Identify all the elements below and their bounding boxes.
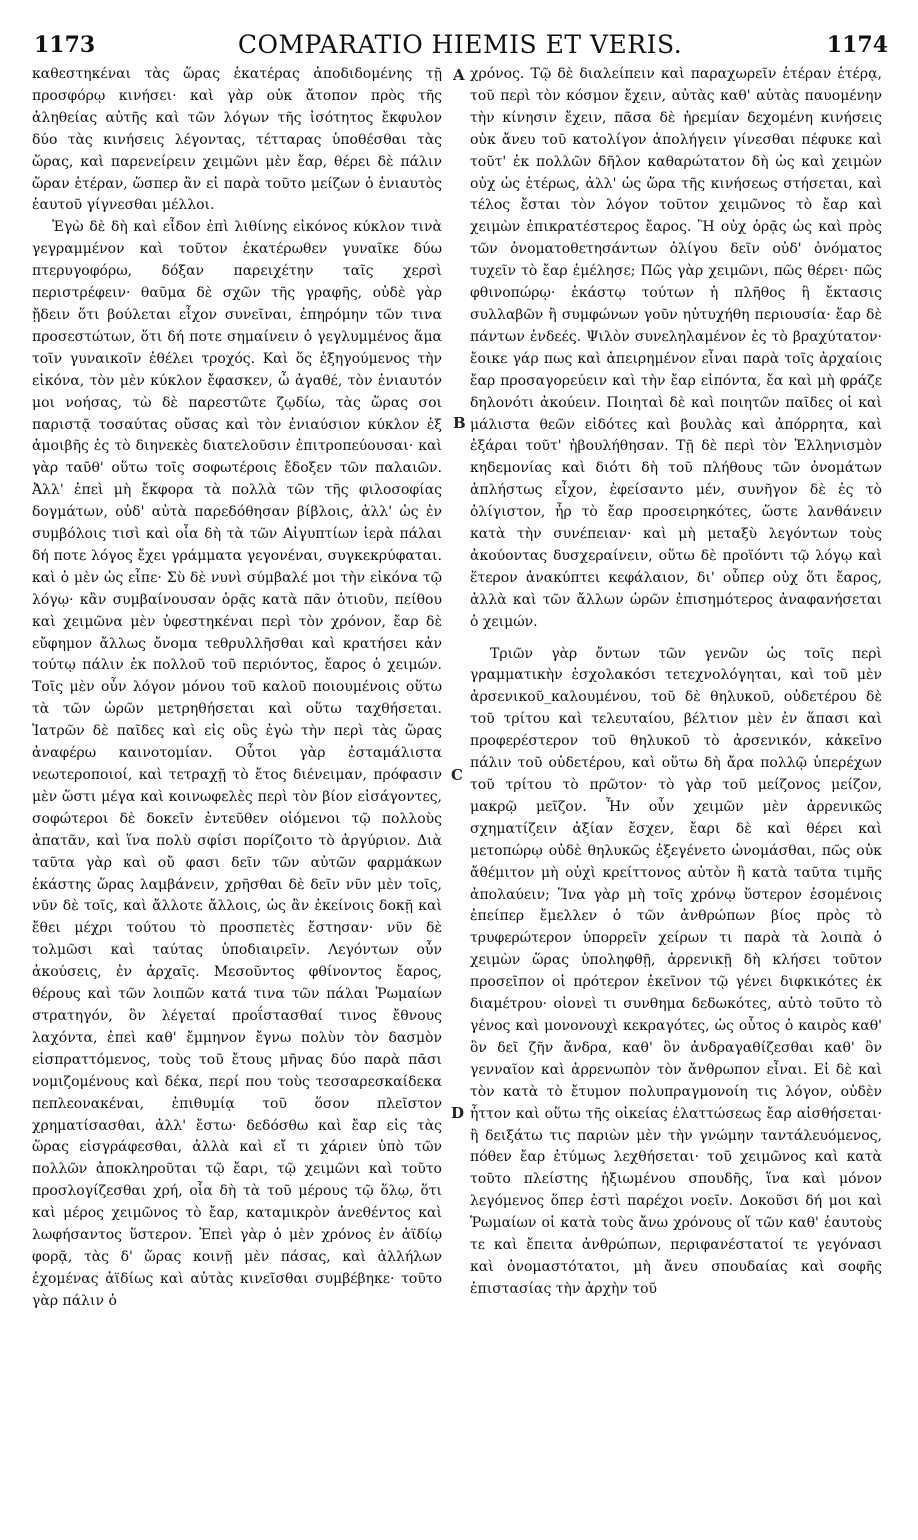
margin-marker-a: A [453, 66, 465, 84]
left-column [32, 64, 442, 1484]
running-title: COMPARATIO HIEMIS ET VERIS. [237, 30, 683, 59]
right-paragraph-2: Τριῶν γὰρ ὄντων τῶν γενῶν ὡς τοῖς περὶ γραμματικὴν ἐσχολακόσι τετεχνολόγηται, καὶ τοῦ μὲν ἀρσενικοῦ_καλουμένου, τοῦ δὲ θηλυκοῦ, οὐδετέρου δὲ τοῦ τρίτου καὶ τελευταίου, βέλτιον μὲν ἐν ἅπασι καὶ προφερέστερον τοῦ θηλυκοῦ τὸ ἀρσενικόν, κἀκεῖνο πάλιν τοῦ οὐδετέρου, καὶ οὕτω δὴ ἄρα πολλῷ ὑπερέχων τοῦ τρίτου τὸ πρῶτον· τὸ γὰρ τοῦ μείζονος μείζον, μακρῷ μεῖζον. Ἦν οὖν χειμῶν μὲν ἀρρενικῶς σχηματίζειν ἀξίαν ἔσχεν, ἔαρι δὲ καὶ θέρει καὶ μετοπώρῳ οὐδὲ θηλυκῶς ἐξεγένετο ὠνομάσθαι, πῶς οὐκ ἄθέμιτον μὴ οὐχὶ κρείττονος αὐτὸν ἢ κατὰ ταῦτα τιμῆς ἀπολαύειν; Ἵνα γὰρ μὴ τοῖς χρόνῳ ὕστερον ἐσομένοις ἐπείπερ ἔμελλεν ὁ τῶν ἀνθρώπων βίος πρὸς τὸ τρυφερώτερον ὑπορρεῖν χείρων τι παρὰ τὰ λοιπὰ ὁ χειμὼν ὥρας ὑποληφθῇ, ἀρρενικῇ δὴ κλήσει τοῦτον προσεῖπον οἱ πρότερον ἐκεῖνον τῷ γένει διφκικότες ἐκ διαμέτρου· οἱονεὶ τι συνθημα δεδωκότες, αὐτὸ τοῦτο τὸ γένος καὶ μονονουχὶ κεκραγότες, ὡς οὗτος ὁ καιρὸς καθ' ὃν δεῖ ζῆν ἄνδρα, καθ' ὃν ἀνδραγαθίζεσθαι καθ' ὃν γενναῖον καὶ ἀρρενωπὸν τὸν ἄνθρωπον εἶναι. Εἰ δὲ καὶ τὸν κατὰ τὸ ἔτυμον πολυπραγμονοίη τις λόγον, οὐδὲν ἧττον καὶ οὕτω τῆς οἰκείας ἐλαττώσεως ἔαρ αἰσθήσεται· ἢ δειξάτω τις παριὼν μὲν τὴν γνώμην ταντάλευόμενος, πόθεν ἔαρ ἐτύμως λεχθήσεται· τοῦ χειμῶνος καὶ κατὰ τοῦτο πλείστης ἠξιωμένου σπουδῆς, ἵνα καὶ μόνον λεγόμενος ὅπερ ἐστὶ παρέχοι νοεῖν. Δοκοῦσι δή μοι καὶ Ῥωμαίων οἱ κατὰ τοὺς ἄνω χρόνους οἵ τῶν καθ' ἑαυτοὺς τε καὶ ἔπειτα ἀνθρώπων, περιφανέστατοί τε γεγόνασι καὶ ὀνομαστότατοι, μὴ ἄνευ σπουδαίας καὶ σοφῆς ἐπιστασίας τὴν ἀρχὴν τοῦ [470, 645, 882, 1297]
margin-marker-b: B [453, 414, 466, 432]
margin-marker-d: D [451, 1104, 465, 1122]
left-paragraph-2: Ἐγὼ δὲ δὴ καὶ εἶδον ἐπὶ λιθίνης εἰκόνος κύκλον τινὰ γεγραμμένον καὶ τοῦτον ἑκατέρωθεν γυναῖκε δύω πτερυγοφόρω, δόξαν παρειχέτην ταῖς χερσὶ περιστρέφειν· θαῦμα δὲ σχῶν τῆς γραφῆς, οὐδὲ γὰρ ᾔδειν ὅτι βούλεται εἶχον συνεῖναι, ἐπηρόμην τῶν τινα προσεστώτων, ὅτι δή ποτε σημαίνειν ὁ γεγλυμμένος ἅμα τοῖν γυναικοῖν ἐθέλει τροχός. Καὶ ὅς ἐξηγούμενος τὴν εἰκόνα, τὸν μὲν κύκλον ἔφασκεν, ὦ ἀγαθέ, τὸν ἐνιαυτόν μοι νοήσας, τὼ δὲ παρεστῶτε ζῳδίω, τὰς ὥρας σοι παριστᾷ τοσαύτας οὔσας καὶ τὸν ἐνιαύσιον κύκλον ἐξ ἀμοιβῆς ἐς τὸ διηνεκὲς διατελοῦσιν ἐπιτροπεύουσαι· καὶ γὰρ ταῦθ' οὕτω τοῖς σοφωτέροις ἔδοξεν τῶν παλαιῶν. Ἀλλ' ἐπεὶ μὴ ἔκφορα τὰ πολλὰ τῶν τῆς φιλοσοφίας δογμάτων, οὐδ' αὐτὰ παρεδόθησαν βίβλοις, ἀλλ' ὡς ἐν συμβόλοις τισὶ καὶ οἷα δὴ τὰ τῶν Αἰγυπτίων ἱερὰ πάλαι δή ποτε λόγος ἔχει γράμματα γεγονέναι, συγκεκρύφαται. καὶ ὁ μὲν ὡς εἶπε· Σὺ δὲ νυνὶ σύμβαλέ μοι τὴν εἰκόνα τῷ λόγῳ· κἂν συμβαίνουσαν ὁρᾷς κατὰ πᾶν ὁτιοῦν, πείθου καὶ χειμῶνα μὲν ὑφεστηκέναι περὶ τὸν χρόνον, ἔαρ δὲ εὔφημον ἄλλως ὄνομα τεθρυλλῆσθαι καὶ κρατήσει κἀν τούτῳ πάλιν ἐκ πολλοῦ τοῦ περιόντος, ἔαρος ὁ χειμών. Τοῖς μὲν οὖν λόγον μόνου τοῦ καλοῦ ποιουμένοις οὕτω τὰ τῶν ὡρῶν μετρηθήσεται καὶ οὕτω ταχθήσεται. Ἰατρῶν δὲ παῖδες καὶ εἰς οὓς ἐγὼ τὴν περὶ τὰς ὥρας ἀναφέρω καινοτομίαν. Οὗτοι γὰρ ἐσταμάλιστα νεωτεροποιοί, καὶ τετραχῇ τὸ ἔτος διένειμαν, πρόφασιν μὲν ὥστι μέγα καὶ κοινωφελὲς περὶ τὸν βίον εἰσάγοντες, σοφώτεροι δὲ δοκεῖν ἐντεῦθεν οἰόμενοι τῷ πολλοὺς ἀπατᾶν, καὶ ἵνα πολὺ σφίσι πορίζοιτο τὸ ἀργύριον. Διὰ ταῦτα γὰρ καὶ οὔ φασι δεῖν τῶν αὐτῶν φαρμάκων ἑκάστης ὥρας λαμβάνειν, χρῆσθαι δὲ δεῖν νῦν μὲν τοῖς, νῦν δὲ τοῖς, καὶ ἄλλοτε ἄλλοις, ὡς ἂν ἐκείνοις δοκῇ καὶ ἔθει μέχρι τούτου τὸ προσπετὲς ἔστησαν· νῦν δὲ τολμῶσι καὶ ταύτας ὑποδιαιρεῖν. Λεγόντων οὖν ἀκούσεις, ἐν ἀρχαῖς. Μεσοῦντος φθίνοντος ἔαρος, θέρους καὶ τῶν λοιπῶν κατά τινα τῶν πάλαι Ῥωμαίων στρατηγόν, ὃν λέγεταί προΐστασθαί τινος ἔθνους λαχόντα, ἐπεὶ καθ' ἔμμηνον ἔγνω πολὺν τὸν δασμὸν εἰσπραττόμενος, τοὺς τοῦ ἔτους μῆνας δύο παρὰ πᾶσι νομιζομένους καὶ δέκα, περί που τοὺς τεσσαρεσκαίδεκα πεπλεονακέναι, ἐπιθυμίᾳ τοῦ ὅσον πλεῖστον χρηματίσασθαι, ἀλλ' ἔστω· δεδόσθω καὶ ἔαρ εἰς τὰς ὥρας εἰσγράφεσθαι, ἀλλὰ καὶ εἴ τι χάριεν ὑπὸ τῶν πολλῶν ἀποκληροῦται τῷ ἔαρι, τῷ χειμῶνι καὶ τοῦτο προσλογίζεσθαι χρή, οἷα δὴ τὰ τοῦ μέρους τῷ ὅλῳ, ὅτι καὶ μέρος χειμῶνος τὸ ἔαρ, καταμικρὸν ἀνεθέντος καὶ λωφήσαντος ὕστερον. Ἐπεὶ γὰρ ὁ μὲν χρόνος ἐν ἀϊδίῳ φορᾷ, τὰς δ' ὥρας κοινῇ μὲν πάσας, καὶ ἀλλήλων ἐχομένας ἀϊδίως καὶ αὐτὰς κινεῖσθαι συμβέβηκε· τοῦτο γὰρ πάλιν ὁ [32, 219, 442, 1309]
page-header [30, 30, 890, 64]
page-number-left: 1173 [34, 32, 96, 58]
right-paragraph-1: χρόνος. Τῷ δὲ διαλείπειν καὶ παραχωρεῖν ἑτέραν ἑτέρᾳ, τοῦ περὶ τὸν κόσμον ἔχειν, αὐτὰς καθ' αὑτὰς παυομένην τὴν κίνησιν ἔχειν, πᾶσα δὲ ἠρεμίαν δεχομένη κινήσεις οὐκ ἄνευ τοῦ κατολίγον ἀπολήγειν γίνεσθαι πέφυκε καὶ τοῦτ' ἐκ πολλῶν δῆλον καθαρώτατον δὴ ὡς καὶ χειμὼν οὐχ ὡς ἑτέρως, ἀλλ' ὡς ὥρα τῆς κινήσεως στήσεται, καὶ τέλος ἔσται τὸν λόγον τοῦτον χειμῶνος τὸ ἔαρ καὶ χειμὼν ἐπικρατέστερος ἔαρος. Ἢ οὐχ ὁρᾷς ὡς καὶ πρὸς τῶν ὀνοματοθετησάντων ὀλίγου δεῖν οὐδ' ὀνόματος τυχεῖν τὸ ἔαρ ἐμέλησε; Πῶς γὰρ χειμῶνι, πῶς θέρει· πῶς φθινοπώρῳ· ἑκάστῳ τούτων ἡ πλῆθος ἢ ἔκτασις συλλαβῶν ἢ συμφώνων γοῦν ηὐτυχήθη περιουσία· ἔαρ δὲ πάντων ἐνδεές. Ψιλὸν συνεληλαμένον ἐς τὸ βραχύτατον· ἔοικε γάρ πως καὶ ἀπειρημένον εἶναι παρὰ τοῖς ἀρχαίοις ἔαρ προσαγορεύειν καὶ τὴν ἔαρ εἰπόντα, ἔα καὶ μὴ φράζε δηλονότι ἀκούειν. Ποιηταὶ δὲ καὶ ποιητῶν παῖδες οἱ καὶ μάλιστα θεῶν εἰδότες καὶ βουλὰς καὶ ἀπόρρητα, καὶ ἐξάραι τοῦτ' ἠβουλήθησαν. Τῇ δὲ περὶ τὸν Ἑλληνισμὸν κηδεμονίας καὶ διότι δὴ τοῦ πλήθους τῶν ὀνομάτων ἀπλήστως εἶχον, ἐφείσαντο μέν, συνῆγον δὲ ἐς τὸ ὀλίγιστον, ἦρ τὸ ἔαρ προσειρηκότες, ὥστε λανθάνειν κατὰ τὴν συνέπειαν· καὶ μὴ μεταξὺ λεγόντων τοὺς ἀκούοντας δυσχεραίνειν, οὕτω δὲ προϊόντι τῷ λόγῳ καὶ ἕτερον ἀνακύπτει κεφάλαιον, δι' οὗπερ οὐχ ὅτι ἔαρος, ἀλλὰ καὶ τῶν ἄλλων ὡρῶν ἐπισημότερος ἀναφανήσεται ὁ χειμών. [470, 66, 882, 630]
page-number-right: 1174 [826, 32, 888, 58]
margin-marker-c: C [451, 766, 463, 784]
left-paragraph-1: καθεστηκέναι τὰς ὥρας ἑκατέρας ἀποδιδομένης τῇ προσφόρῳ κινήσει· καὶ γὰρ οὐκ ἄτοπον πρὸς τῆς ἀληθείας αὐτῆς καὶ τῶν λόγων τῆς ἰσότητος ἔκφυλον δύο τὰς κινήσεις λέγοντας, τέτταρας ὑποθέσθαι τὰς ὥρας, καὶ παρενείρειν χειμῶνι μὲν ἔαρ, θέρει δὲ πάλιν ὥραν ἑτέραν, ὥσπερ ἂν εἰ παρὰ τοῦτο μείζων ὁ ἐνιαυτὸς ἑαυτοῦ γίγνεσθαι μέλλοι. [32, 66, 442, 214]
right-column [470, 64, 882, 1484]
